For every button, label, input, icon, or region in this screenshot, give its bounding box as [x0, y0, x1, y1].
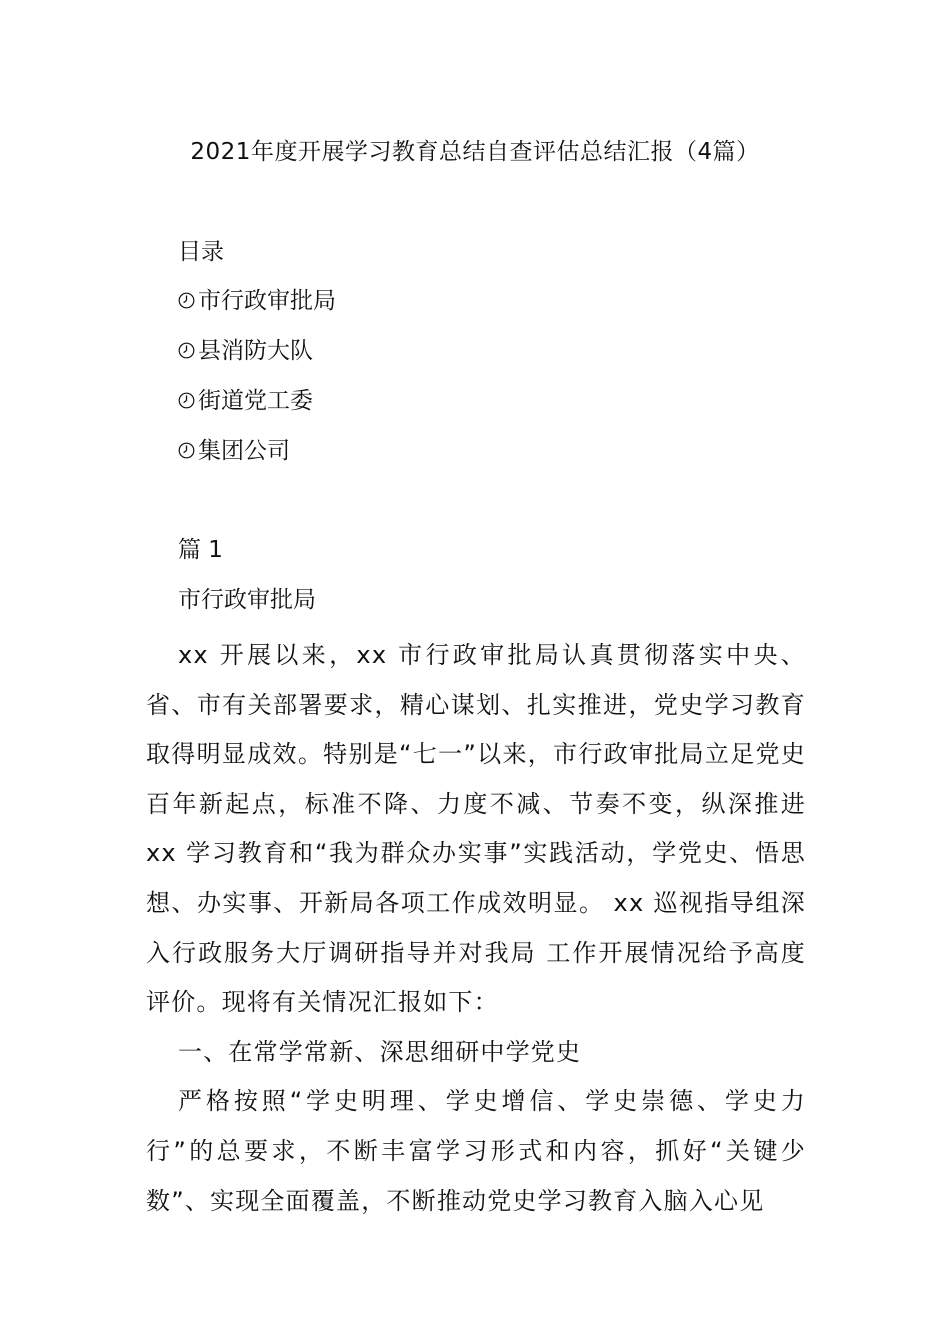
paragraph: xx 开展以来，xx 市行政审批局认真贯彻落实中央、省、市有关部署要求，精心谋划、扎实推进，党史学习教育取得明显成效。特别是“七一”以来，市行政审批局立足党史百年新起点，标准不降、力度不减、节奏不变，纵深推进 xx 学习教育和“我为群众办实事”实践活动，学党史、悟思想、办实事、开新局各项工作成效明显。 xx 巡视指导组深入行政服务大厅调研指导并对我局 工作开展情况给予高度评价。现将有关情况汇报如下：: [146, 641, 806, 1017]
toc-item-label: 县消防大队: [198, 338, 313, 364]
toc-item[interactable]: [178, 436, 336, 486]
toc-item-label: 集团公司: [198, 438, 290, 464]
paragraph: 严格按照“学史明理、学史增信、学史崇德、学史力行”的总要求，不断丰富学习形式和内容，抓好“关键少数”、实现全面覆盖，不断推动党史学习教育入脑入心见: [146, 1087, 806, 1215]
toc-item-label: 街道党工委: [198, 388, 313, 414]
clock-icon: [178, 392, 195, 409]
section-subtitle: 市行政审批局: [178, 587, 316, 613]
section-heading: 一、在常学常新、深思细研中学党史: [178, 1037, 582, 1066]
toc-heading: 目录: [178, 239, 224, 265]
toc-item[interactable]: [178, 336, 336, 386]
body-text: [146, 631, 806, 1226]
section-label: 篇 1: [178, 537, 223, 563]
toc-list: [178, 286, 336, 486]
toc-item[interactable]: [178, 286, 336, 336]
document-title: 2021年度开展学习教育总结自查评估总结汇报（4篇）: [190, 139, 760, 165]
clock-icon: [178, 342, 195, 359]
clock-icon: [178, 442, 195, 459]
toc-item-label: 市行政审批局: [198, 288, 336, 314]
toc-item[interactable]: [178, 386, 336, 436]
clock-icon: [178, 292, 195, 309]
